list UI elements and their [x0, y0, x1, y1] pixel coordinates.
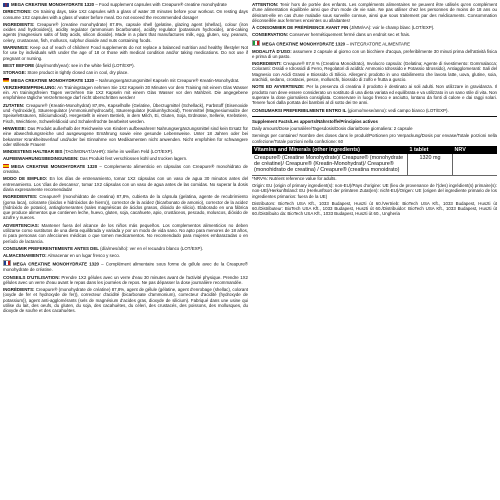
fr-best-before-text: (J/MM/AA): voir le champ blanc (LOT/EXP).	[348, 25, 435, 31]
de-ingredients	[3, 103, 248, 124]
fr-ingredients-text: Creapure® (monohydrate de créatine) 87,8%, agent de gélule (gélatine, agent d'enrobage (shellac), colorant (oxyde de fer et hydroxyde de fer)), correcteur d'acidité (bicarbonate d'ammonium), correcteur d'acidité (hydroxyde de potassium)), agent anti-agglomérants (sels de magnésium d'acides gras, dioxyde de silicium). Fabriqué dans une usine qui utilise du lait, des oeufs, du gluten, du soja, des cacahuètes, du céleri, des crustacés, des poissons, des mollusques, du dioxyde de soufre et des cacahuètes.	[3, 287, 248, 314]
de-title: MEGA CREATINE MONOHYDRATE 1320	[11, 77, 95, 83]
facts-header-ingredient: Vitamins and Minerals (other ingredients)	[252, 146, 408, 154]
origin-text: Origin: EU (origin of primary ingredient(s): non-EU)/Pays d'origine: UE (lieu de provenance de l'(des) ingrédient(s) primaire(s): non-UE)/Herkunftsland: EU (Herkunftsort der primären Zutat(en): nicht-EU)/Origen: UE (origen del ingrediente primario de los ingredientes primarios: fuera de la UE)	[252, 182, 497, 199]
en-storage	[3, 70, 248, 75]
facts-table-header	[252, 146, 497, 154]
en-directions-text: On training days, take 1X2 capsules with a glass of water 30 minutes before your workout. On resting days consume 1X2 capsules with a glass of water before meal. Do not exceed the recommended dosage!	[3, 9, 248, 20]
de-warnings-text: Das Produkt außerhalb der Reichweite von Kindern aufbewahren! Nahrungsergänzungsmittel sind kein Ersatz für eine abwechslungsreiche und ausgewogene Ernährung sowie eine gesunde Lebensweise. Unter 18 Jahren oder bei bekannter Krankheitsverlauf und/oder bei Einnahme von Medikamenten nicht anwenden. Nicht empfohlen für schwangere oder stillende Frauen!	[3, 125, 248, 147]
de-warnings	[3, 126, 248, 147]
fr-ingredients	[3, 287, 248, 313]
es-ingredients-text: Creapure® (monohidrato de creatina) 87,8%, cubierta de la cápsula (gelatina, agente de recubrimiento (goma laca), colorante (óxidos e hidróxidos de hierro)), corrector de la acidez (bicarbonato de amonio), corrector de la acidez (hidróxido de potasio), antiaglomerantes (sales magnésicas de ácidos grasos, dióxido de silicio). Elaborado en una fábrica que produce alimentos que contienen leche, huevo, gluten, soja, cacahuete, apio, crustáceos, pescado, moluscos, dióxido de azufre y nueces.	[3, 194, 248, 221]
fr-flag-icon	[3, 260, 11, 266]
de-warnings-label: HINWEISE:	[3, 125, 27, 131]
en-best-before-text: (day/month/year): see in the white field (LOT/EXP).	[34, 62, 135, 68]
facts-row-nrv	[453, 154, 498, 175]
facts-title: Supplement Facts/Les apports/Nährstoffe/Principios activos	[252, 118, 378, 124]
it-best-before	[252, 108, 497, 113]
en-title-line	[3, 2, 248, 7]
distributor-text: Distributors: BioTech USA Kft., 1033 Budapest, Huszti út 60./Vertrieb: BioTech USA Kft., 1033 Budapest, Huszti út 60./Distributeur: BioTech USA Kft., 1033 Budapest, Huszti út 60./Distribuidor: BioTech USA Kft., 1033 Budapest, Huszti út 60./Distribuito da: BioTech USA Kft., 1033 Budapest, Huszti út 60., Ungheria	[252, 200, 497, 217]
en-directions-label: DIRECTIONS:	[3, 9, 32, 15]
es-warnings	[3, 223, 248, 244]
it-warnings-text: Per la presenza di creatina il prodotto è destinato ai soli adulti. Non utilizzare in gravidanza. Il prodotto non deve essere considerato un sostituto di una dieta variata ed equilibrata e va utilizzato in un sano stile di vita. Non superare la dose giornaliera consigliata. Conservare in luogo fresco e asciutto, lontano da fonti di calore e dai raggi solari. Tenere fuori dalla portata dei bambini al di sotto dei tre anni.	[252, 84, 497, 106]
de-usage-text: An Trainingstagen nehmen Sie 1X2 Kapseln 30 Minuten vor dem Training mit einem Glas Wasser ein. An trainingsfreien Tagen verzehren Sie 1X2 Kapseln mit einem Glas Wasser vor den Mahlzeit. Die angegebene empfohlene tägliche Verzehrmenge darf nicht überschritten werden!	[3, 84, 248, 101]
de-title-line	[3, 78, 248, 83]
en-best-before-label: BEST BEFORE	[3, 62, 35, 68]
de-flag-icon	[3, 78, 9, 82]
es-usage	[3, 176, 248, 192]
fr-warnings	[252, 2, 497, 23]
it-warnings-label: NOTE ED AVVERTENZE:	[252, 84, 305, 90]
en-warnings-text: Keep out of reach of children! Food supplements do not replace a balanced nutrition and healthy lifestyle! Not for use by individuals with under the age of 18 or those with medical condition and/or taking medications. Do not use if pregnant or nursing.	[3, 45, 248, 61]
it-usage-label: MODALITÀ D'USO:	[252, 48, 292, 54]
it-subtitle: – INTEGRATORE ALIMENTARE	[345, 41, 411, 47]
fr-usage-label: CONSEILS D'UTILISATION:	[3, 274, 60, 280]
es-best-before-text: (día/mes/año): ver en el recuadro blanco (LOT/EXP).	[98, 245, 204, 251]
fr-title-line	[3, 260, 248, 272]
fr-best-before	[252, 25, 497, 30]
es-best-before-label: CONSUMIR PREFERENTEMENTE ANTES DEL	[3, 245, 99, 251]
fr-storage-label: CONSERVATION:	[252, 32, 289, 38]
es-usage-label: MODO DE EMPLEO:	[3, 176, 48, 182]
en-subtitle: – Food supplement capsules with Creapure® creatine monohydrate	[94, 2, 227, 7]
de-best-before	[3, 149, 248, 154]
fr-title: MEGA CREATINE MONOHYDRATE 1320	[13, 261, 99, 267]
right-column	[252, 2, 497, 498]
es-subtitle: – Complemento alimenticio en cápsulas con Creapure® monohidrato de creatina.	[3, 163, 248, 175]
en-title: MEGA CREATINE MONOHYDRATE 1320	[11, 2, 95, 7]
fr-storage-text: Conserver hermétiquement fermé dans un endroit sec et frais.	[288, 32, 411, 38]
de-storage	[3, 156, 248, 161]
it-ingredients	[252, 61, 497, 82]
de-best-before-label: MINDESTENS HALTBAR BIS	[3, 149, 63, 155]
de-usage	[3, 85, 248, 101]
es-storage-text: Almacenar en un lugar fresco y seco.	[46, 253, 121, 259]
fr-usage-text: Prendre 1X2 gélules avec un verre d'eau 30 minutes avant de l'activité physique. Prendre 1X2 gélules avec un verre d'eau avant le repas dans les journées de repos. Ne pas dépasser la dose journalière recommandée.	[3, 274, 248, 285]
table-row	[252, 154, 497, 175]
it-best-before-text: (giorno/mese/anno): vedi campo bianco (LOT/EXP).	[346, 107, 449, 113]
fr-warnings-text: Tenir hors de portée des enfants. Les compléments alimentaires ne peuvent être utilisés qu'en complément d'une alimentation équilibrée ainsi que d'un mode de vie sain. Ne pas utiliser chez les personnes de moins de 18 ans ou désirant-elle en cas d'une maladie sous surveille connue, ainsi que sous traitement par des médicaments. Consommation déconseillée aux femmes enceintes ou allaitantes!	[252, 2, 497, 23]
es-flag-icon	[3, 164, 9, 168]
es-warnings-text: Mantener fuera del alcance de los niños más pequeños. Los complementos alimenticios no deben utilizarse como sustitutos de una dieta equilibrada y variada y por un modo de vida sano. No apto para menores de 18 años, ni para personas con afecciones médicas o que tomen medicamentos. No recomendado para mujeres embarazadas o en período de lactancia.	[3, 222, 248, 244]
de-storage-label: AUFBEWAHRUNGSBEDINGUNGEN:	[3, 156, 79, 162]
es-ingredients	[3, 194, 248, 220]
en-warnings-label: WARNINGS:	[3, 45, 29, 51]
facts-header-amount: 1 tablet	[408, 146, 453, 154]
en-ingredients-text: Creapure® (creatine monohydrate) 87.8%, capsule shell (gelatine, glazing agent (shellac), colour (iron oxides and hydroxides)), acidity regulator (ammonium bicarbonate), acidity regulator (potassium hydroxide), anti-caking agents (magnesium salts of fatty acids, silicon dioxide). Made in a plant that manufactures milk, egg, gluten, soy, peanuts, celery, crustacean, fish, molluscs, sulphur dioxide and nuts containing foods.	[3, 21, 248, 43]
fr-warnings-label: ATTENTION:	[252, 2, 279, 7]
it-best-before-label: CONSUMARSI PREFERIBILMENTE ENTRO IL	[252, 107, 347, 113]
es-best-before	[3, 246, 248, 251]
facts-header-nrv: NRV	[453, 146, 498, 154]
it-usage	[252, 49, 497, 60]
fr-ingredients-label: INGRÉDIENTS:	[3, 287, 35, 293]
facts-table	[252, 146, 497, 176]
de-usage-label: VERZEHREMPFEHLUNG:	[3, 84, 57, 90]
fr-usage	[3, 275, 248, 286]
es-storage-label: ALMACENAMIENTO:	[3, 253, 47, 259]
fr-best-before-label: À CONSOMMER DE PRÉFÉRENCE AVANT FIN	[252, 25, 349, 31]
de-best-before-text: (TAG/MONAT/JAHR): Siehe im weißen Feld (LOT/EXP).	[62, 149, 174, 155]
en-directions	[3, 9, 248, 20]
en-ingredients	[3, 22, 248, 43]
it-title: MEGA CREATINE MONOHYDRATE 1320	[262, 41, 346, 47]
nrv-note: *NRV%: Nutrient reference value for adults.	[252, 175, 337, 181]
es-warnings-label: ADVERTENCIAS:	[3, 222, 40, 228]
en-storage-label: STORAGE:	[3, 70, 27, 76]
it-ingredients-text: Creapure® 87,8 % (Creatina Monoidrato), Involucro capsula: (Gelatina; Agente di rivestimento: Gommalacca; Coloranti: Ossidi e Idrossidi di Ferro, Regolatori di acidità: Ammonio Idrossido e Potassio Idrossido), Antiagglomeranti: Sali del Magnesio con Acidi Grassi e Biossido di Silicio. Allergeni: prodotto in uno stabilimento che lavora latte, uova, glutine, soia, arachidi, sedano, crostacei, pesce, molluschi, biossido di zolfo e frutta a guscio.	[252, 61, 497, 83]
facts-serving-line1: Daily amount/Dose journalière/Tagesdosis/Dosis diaria/Dose giornaliera: 2 capsule	[252, 126, 413, 132]
gb-flag-icon	[3, 3, 9, 7]
de-ingredients-label: ZUTATEN:	[3, 102, 25, 108]
it-title-line	[252, 40, 497, 47]
left-column	[3, 2, 248, 498]
es-title: MEGA CREATINE MONOHYDRATE 1320	[11, 163, 98, 169]
it-flag-icon	[252, 40, 260, 46]
es-title-line	[3, 164, 248, 175]
en-warnings	[3, 45, 248, 61]
it-ingredients-label: INGREDIENTI:	[252, 61, 282, 67]
en-storage-text: Store product in tightly closed can in cool, dry place.	[26, 70, 129, 76]
de-ingredients-text: Creapure® (Kreatin-Monohydrat) 87,8%, Kapselhülle (Gelatine, Überzugmittel (Schellack), Farbstoff (Eisenoxide und -hydroxide)), Säureregulator (Ammoniumhydrocarb), Säureregulator (Kaliumhydroxid), Trennmittel (Magnesiumsalze der Speisefettsäuren, Siliciumdioxid). Hergestellt in einem Betrieb, in dem Milch, Ei, Gluten, Soja, Erdnüsse, Sellerie, Krebstiere, Fisch, Weichtiere, Schwefeldioxid und Schalenfrüchte bearbeitet werden.	[3, 102, 248, 124]
fr-storage	[252, 32, 497, 37]
es-storage	[3, 253, 248, 258]
facts-row-amount: 1320 mg	[408, 154, 453, 175]
facts-row-name: Creapure® (Creatine Monohydrate)/ Creapure® (monohydrate de créatine)/ Creapure® (Kreatin-Monohydrat)/ Creapure® (monohidrato de creatina) / Creapure® (creatina monoidrato)	[252, 154, 408, 175]
en-best-before	[3, 63, 248, 68]
supplement-facts	[252, 116, 497, 217]
de-subtitle: – Nahrungsergänzungsmittel Kapseln mit Creapure® Kreatin-Monohydrat.	[94, 77, 240, 83]
en-ingredients-label: INGREDIENTS:	[3, 21, 35, 27]
fr-subtitle: – Complément alimentaire sous forme de gélule avec de la Creapure® monohydrate de créatine.	[3, 261, 248, 273]
facts-serving-line2: Servings per container/ Nombre des doses dans le produit/Portionen pro Verpackung/Dosis por envase/Totale porzioni nella confezione/Totale porzioni nella confezione: 60	[252, 133, 497, 144]
it-usage-text: assumere 2 capsule al giorno con un bicchiere d'acqua, preferibilmente 30 minuti prima dell'attività fisica e prima di un pasto.	[252, 48, 497, 59]
es-ingredients-label: INGREDIENTES:	[3, 194, 38, 200]
de-storage-text: Das Produkt fest verschlossen kühl und trocken lagern.	[78, 156, 188, 162]
es-usage-text: En los días de entrenamiento, tomar 1X2 cápsulas con un vaso de agua 30 minutos antes del entrenamiento. Los ‘días de descanso’, tomar 1X2 cápsulas con un vaso de agua antes de las comidas. No superar la dosis diaria expresamente recomendada!	[3, 176, 248, 192]
it-warnings	[252, 84, 497, 105]
